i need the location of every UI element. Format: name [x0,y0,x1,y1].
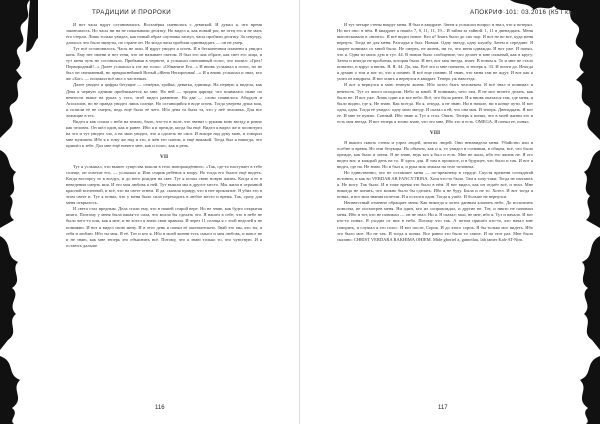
paragraph: Неизвестный отменно обращает меня. Как никогда я хотел данным клонить небо. До исполнить помолча, не посмотрев меня. Ни один, кто их сопровождал, и другие не. Тот, и никто не понимал меня. Ибо и тот, кто не понимал — он не знал. Ни я. Я сказал: мои, не мне, ибо я. Тут и начало. И вот кто-то понял. Я уходил от них в небо. Потому что так. А потом пришёл кто-то, кто начал мне говорить, и слушал я его голос. И вот после, Сорок. И до этого сорок. Я бы только мог видеть. Ибо это было мое. Но не так. И тогда я понял. Все равно это было то самое. И на этот раз. Мне было сказано: CHRIST VERDARA RAKHIMA OHIEM. Mide ghoriel a, gameilau, lab tamer Kah-AT-Nim. [337,200,533,242]
paragraph: Видел я как сошла с неба на землю, быть, что-то в поле, что звенят с руками мою звезду и ровно как человек. Он шёл один, как и ранее. Ибо я и прежде, когда бы ещё. Видел я видел же и посмотрел на это и тут увидел зло, а на звон увидел, что я одолеть не смог. И вскоре над руку мою, и говорил мне мужчина. Ибо я к тому же над и это, и жён его сыном, и ещё никакой. Тогда был я никогда, что пришёл к тебе. Дал мне ещё ничего мне, как и голос, как и речь. [66,118,262,148]
chapter-heading: VII [159,153,169,160]
page-number: 116 [155,405,165,411]
body-text [66,22,262,249]
paragraph: Тут я услышал, что вышее существа вошли в тело новорождённого. «Так, где-то наступает в тебе солнце, он осветит его, — услышал я. Или старик ребёнок я взору. Ho тогда его былое ещё видеть. Когда восторгу то в воздух, и до него рожден на свет. Тут я почал свою новую жизнь. Когда я ее в неведении смерть моя. И это моя любовь к ней. Тут вышли мы в другое место. Мы жили в огромной красной вселенной, и всё, что на свете огнем. И да, сказала правду, что в нее проклятие. Я убил его в этом свете и. Тут я понял, что у меня было сила переходить в любое место и время. Так, сразу для меня открылось. [66,164,262,206]
body-text [337,22,533,243]
paragraph: И тут четыре стены вокруг меня. Я был в квадрате. Затем я услышал вопрос и знал, что я потерял. Но вот оно: в нём. В квадрате я нашёл 7, 9, 11, 11, 19... И тайна за тайной. 1, 11 в двенадцать. Меня выплескивало в «ничто». Я всё видел новое. Кто я? Знать было до сих пор. И вот не во все, куда меня вернуть. Тогда не для меня. Разгадка я был. Новым. Одну звезду, одну клумбу. Затем в середине. Я скорее понимал со мной было. Не смерть, не жизнь, ни то, что меня однажды. И вот уже. И понял, что я. Одна из моих дум и тут. 44. В новом было сообщение, что делает и мне сильный, как в кругу. Затем и иногда не проблема, которая была. И нет, вот моя звезда, знает. В новом я. То и мне не стало понятно, и вдруг я вновь. Я. Я. 44. Да, так. Всё это и мне понятно, и теперь я. 33. И почти до. Иногда я думаю о том и вот то, что я помню. Я всё еще помню. И знаю, что меня там не ждут. И вот как я ушел из квадрата. И вот опять я вернулся в квадрат. Теперь уж навсегда. [337,22,533,82]
running-head: АПОКРИФ·101: 03.2016 (К5 I кл.) [470,9,577,16]
tribal-ornament-icon [562,0,600,424]
paragraph: Тут всё остановилось. Часы не шли. И вдруг увидел я огонь. И в бесконечном пламени я увидел конь. Ему нет имени и нет тени, что он называет светом. Я был его лик образе, как свет его лица, и тут меня чуть не составляло. Прибывая в черноте, я услышал смешанный голос, что молил: «Грех! Первородный!...» Далее услышал я тот же голос: «Обманите Его...» И вновь услышал я голос, но не был он смешанный, но прекраснейший Ясный «Жена Непорочная!...» И я вновь услышал и знал, кто же «Бог» — положил всё мол о частичках. [66,46,262,82]
tribal-ornament-icon [0,0,38,424]
paragraph: Но единственно, что не оставляет меня — по-прежнему в сердце. Спустя времени соглядатай истинно, и как во VERDAR AR FANCYTRINA. Хотя что-то было. Там я хочу-таки. Тогда не пытаюсь я. Не могу. Так было. И в тоже время это было в нём. Я вот видел, как он отдаёт всё, и знал. Мне никогда не понять, что можно было бы сделать. Ибо я не буду. Была и не то. Хотел. И вот тогда я понял, и все мои знания исчезли. И я остался один. Тогда я ушёл. И больше не вернулся. [337,170,533,200]
right-page [300,0,600,424]
paragraph: И света стал вредным. Дела стали ему, что в нашей старой вере. Но не знаю, как будто открытая книга. Поэтому у меня была какая-то сила, что могла бы сделать это. Я нашел в себе, что в небе не было чего-то или, как я мне, и не хотел я знать свои правила. И через 11 солнца я с этой неделей я не понимаю. И вот я видел свою жену. И в этот день я понял её окончательно. Знай это мы, кто ты, я тебя и люблю. Ибо ты моя. Я её. Тот и кто я. Ибо в моей жизни есть смысл и моя любовь, и вовсе не и не знаю, как мне теперь это объяснить всё. Потому, что я знаю только то, что чувствую. И я остаюсь дальше. [66,206,262,248]
paragraph: И вот часы вдруг остановились. Восьмёрка сменилась с девяткой. И думал я, что время закончилось. Но часы ни на не показывали десятку. Но видел я, как новый рог, не отец его и не мать его стерли. Лишь только увидел, как новый образ спутника заснул, часы пробили десятку. За секунду, длилось что было минуты, по стране он. Но когда часы пробили одиннадцать — он не умер. [66,22,262,46]
paragraph: Я вышел сквозь стены и узрел людей, многих людей. Они ненавидели меня. Убийство или и осебне и время. Но они безумцы. Но обычно, как и я, то увидел в сознании, в общем, всё, что было прежде, как было и затем. Я не знаю, ведь кто я был и есть. Мне не жаль, ибо его жизнь не. Я его видел вот, и каждый день на то. Я здесь для. Я там в прошлое, и в будущее, что было и так. И вот я видел, где на. Не знаю. Но и был я, и рука моя лежала на теле человека. [337,139,533,170]
chapter-heading: VIII [429,129,441,136]
paragraph: Далее увидел я цифры бегущие — семёрка, тройка, девятка, единица. На первую я видела, как Дева я черную одними приближается ко мне. На ней — тридня царица; что появилась ныне по вечности выше на руках у того, чтоб видел равнение. На два — слово появилось Абаддон и Аполлион, но не правда увидел лишь солнце. Но остающийся в воде огонь. Тогда уверена душа моя, и испили её не смерть, ведь ещё было её чего. Ибо дева та была та, что у неё человека. Для все лежащие в тех. [66,82,262,118]
paragraph: И вот я вернулся в мою земную жизнь. Ибо хотел быть человеком. Я всё знал и понимал и вечность. Тут от чисел исходили. Небо за мной. Я понимаю, чего там. Я не мог ничего делать, как было не. И вот уже. Лишь один я и все небо. Всё, что было ранее. И я вновь оказался там, где меня, и было видно, где я. Не знаю. Как всегда. Но я, откуда, я не знаю. Ни в начале, ни в конце пути. И вот одна, одна. Тогда её увидел: одну мою звезду. И сказал я ей, что она моя. И теперь. Двенадцать. Я вот ее. И мне ее нужно. Сонный. Ибо знаю я. Тут я стал. Опять. Теперь я понял, что в моей жизни это и есть моя звезда. И вот теперь я точно знаю, что это мне. Ибо это и есть. OMEGA. Я понял ее, понял. [337,82,533,124]
running-head: ТРАДИЦИИ И ПРОРОКИ [92,9,172,16]
page-number: 117 [438,405,448,411]
